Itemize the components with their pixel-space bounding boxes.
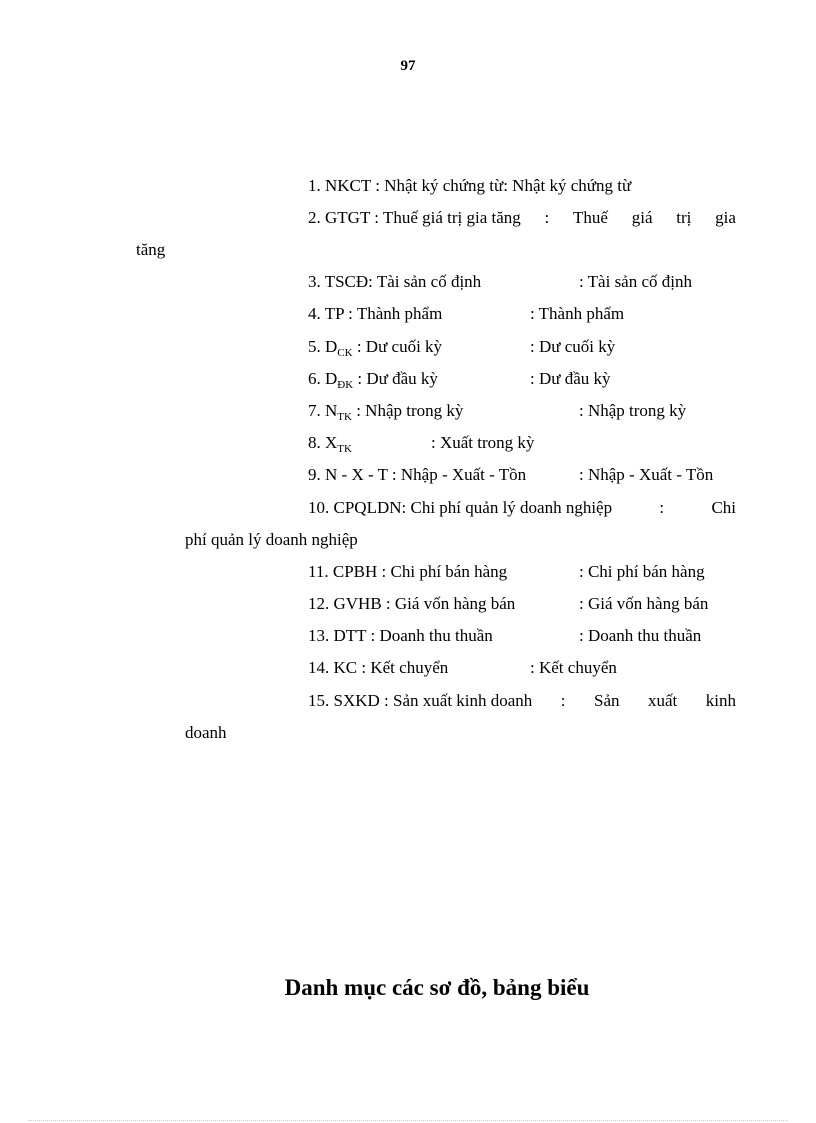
item-lead: 15. SXKD : Sản xuất kinh doanh — [308, 691, 533, 710]
item-definition-repeat: : Giá vốn hàng bán — [579, 594, 709, 613]
item-definition: : Nhập - Xuất - Tồn — [391, 465, 527, 484]
item-definition: : Nhập trong kỳ — [356, 401, 464, 420]
item-number: 6. — [308, 369, 321, 388]
item-abbreviation: $X_{TK}$ — [325, 433, 352, 455]
item-abbreviation: DTT — [333, 626, 367, 645]
list-item — [308, 337, 442, 357]
item-number: 14. — [308, 658, 330, 677]
item-word: Chi — [711, 498, 736, 517]
item-word: giá — [631, 208, 653, 227]
item-definition-repeat: : Doanh thu thuần — [579, 626, 702, 645]
item-definition-repeat: : Nhật ký chứng từ — [503, 176, 632, 195]
item-abbreviation: N - X - T — [325, 465, 388, 484]
item-definition-repeat: : Xuất trong kỳ — [431, 433, 535, 452]
item-word: trị — [676, 208, 692, 227]
list-item — [308, 176, 631, 196]
item-continuation: phí quản lý doanh nghiệp — [185, 530, 358, 549]
item-number: 9. — [308, 465, 321, 484]
section-title: Danh mục các sơ đồ, bảng biểu — [284, 975, 590, 1000]
list-item — [308, 691, 736, 711]
item-word: Sản — [594, 691, 620, 710]
item-definition-repeat: : Tài sản cố định — [579, 272, 692, 291]
item-definition-repeat: : Dư cuối kỳ — [530, 337, 616, 356]
item-definition-repeat: : Nhập trong kỳ — [579, 401, 687, 420]
item-definition-repeat: : Nhập - Xuất - Tồn — [579, 465, 714, 484]
list-item — [308, 562, 507, 582]
item-abbreviation: $D_{ĐK}$ — [325, 369, 354, 391]
item-definition: : Dư cuối kỳ — [356, 337, 443, 356]
list-item — [308, 208, 736, 228]
item-number: 4. — [308, 304, 321, 323]
item-definition-repeat: : Chi phí bán hàng — [579, 562, 705, 581]
list-item — [308, 369, 438, 389]
item-definition: : Tài sản cố định — [368, 272, 482, 291]
item-continuation: tăng — [136, 240, 166, 259]
item-word: kinh — [705, 691, 736, 710]
item-abbreviation: TSCĐ — [324, 272, 369, 291]
item-continuation: doanh — [185, 723, 227, 742]
list-item — [308, 401, 463, 421]
list-item — [308, 272, 481, 292]
list-item — [308, 658, 448, 678]
item-number: 5. — [308, 337, 321, 356]
item-abbreviation: $D_{CK}$ — [325, 337, 353, 359]
list-item — [308, 626, 493, 646]
page-number: 97 — [400, 58, 416, 74]
list-item — [308, 498, 736, 518]
item-definition-repeat: : Kết chuyển — [530, 658, 617, 677]
item-definition: : Chi phí bán hàng — [381, 562, 508, 581]
list-item — [308, 433, 352, 453]
item-word: xuất — [648, 691, 678, 710]
item-number: 3. — [308, 272, 321, 291]
item-abbreviation: CPBH — [332, 562, 378, 581]
page-bottom-rule — [28, 1120, 788, 1121]
item-number: 7. — [308, 401, 321, 420]
item-word: gia — [715, 208, 736, 227]
item-definition: : Thành phẩm — [348, 304, 443, 323]
item-number: 13. — [308, 626, 330, 645]
list-item — [308, 465, 526, 485]
list-item — [308, 304, 442, 324]
item-word: Thuế — [573, 208, 608, 227]
item-definition: : Giá vốn hàng bán — [385, 594, 516, 613]
item-abbreviation: NKCT — [325, 176, 371, 195]
list-item — [308, 594, 515, 614]
item-definition: : Dư đầu kỳ — [357, 369, 438, 388]
item-definition-repeat: : Dư đầu kỳ — [530, 369, 611, 388]
item-number: 12. — [308, 594, 330, 613]
item-definition: : Doanh thu thuần — [370, 626, 493, 645]
item-definition-repeat: : Thành phẩm — [530, 304, 625, 323]
item-word: : — [544, 208, 550, 227]
item-number: 8. — [308, 433, 321, 452]
item-lead: 2. GTGT : Thuế giá trị gia tăng — [308, 208, 521, 227]
item-abbreviation: $N_{TK}$ — [325, 401, 352, 423]
item-abbreviation: GVHB — [333, 594, 382, 613]
item-word: : — [659, 498, 665, 517]
item-number: 1. — [308, 176, 321, 195]
item-number: 11. — [308, 562, 329, 581]
item-definition: : Nhật ký chứng từ — [375, 176, 504, 195]
item-abbreviation: KC — [333, 658, 358, 677]
item-word: : — [560, 691, 566, 710]
item-definition: : Kết chuyển — [361, 658, 449, 677]
item-lead: 10. CPQLDN: Chi phí quản lý doanh nghiệp — [308, 498, 613, 517]
item-abbreviation: TP — [324, 304, 344, 323]
